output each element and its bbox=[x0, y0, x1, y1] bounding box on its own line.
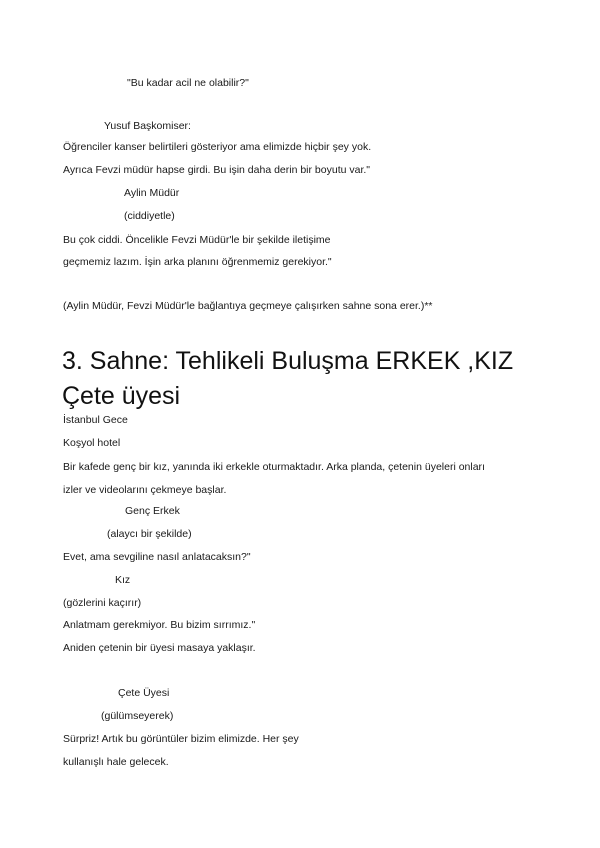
stage-direction: Aniden çetenin bir üyesi masaya yaklaşır. bbox=[63, 642, 256, 654]
dialogue-line: Ayrıca Fevzi müdür hapse girdi. Bu işin daha derin bir boyutu var." bbox=[63, 164, 371, 176]
dialogue-line: Anlatmam gerekmiyor. Bu bizim sırrımız." bbox=[63, 619, 256, 631]
scene-description: Bir kafede genç bir kız, yanında iki erkekle oturmaktadır. Arka planda, çetenin üyeleri onları bbox=[63, 461, 485, 473]
stage-direction: (gözlerini kaçırır) bbox=[63, 597, 142, 609]
stage-direction: (ciddiyetle) bbox=[124, 210, 175, 222]
dialogue-line: kullanışlı hale gelecek. bbox=[63, 756, 169, 768]
stage-direction: (Aylin Müdür, Fevzi Müdür'le bağlantıya geçmeye çalışırken sahne sona erer.)** bbox=[63, 300, 433, 312]
scene-setting: Koşyol hotel bbox=[63, 437, 121, 449]
stage-direction: (alaycı bir şekilde) bbox=[107, 528, 192, 540]
scene-description: izler ve videolarını çekmeye başlar. bbox=[63, 484, 227, 496]
dialogue-line: Sürpriz! Artık bu görüntüler bizim elimizde. Her şey bbox=[63, 733, 299, 745]
character-name: Kız bbox=[115, 574, 131, 586]
character-name: Yusuf Başkomiser: bbox=[104, 120, 191, 132]
character-name: Çete Üyesi bbox=[118, 687, 170, 699]
dialogue-line: Evet, ama sevgiline nasıl anlatacaksın?" bbox=[63, 551, 251, 563]
dialogue-line: Bu çok ciddi. Öncelikle Fevzi Müdür'le bir şekilde iletişime bbox=[63, 234, 331, 246]
dialogue-line: "Bu kadar acil ne olabilir?" bbox=[127, 77, 249, 89]
character-name: Genç Erkek bbox=[125, 505, 180, 517]
scene-setting: İstanbul Gece bbox=[63, 414, 128, 426]
dialogue-line: geçmemiz lazım. İşin arka planını öğrenmemiz gerekiyor." bbox=[63, 256, 332, 268]
character-name: Aylin Müdür bbox=[124, 187, 180, 199]
scene-heading-continued: Çete üyesi bbox=[62, 382, 181, 410]
dialogue-line: Öğrenciler kanser belirtileri gösteriyor ama elimizde hiçbir şey yok. bbox=[63, 141, 372, 153]
scene-heading: 3. Sahne: Tehlikeli Buluşma ERKEK ,KIZ bbox=[62, 347, 514, 375]
stage-direction: (gülümseyerek) bbox=[101, 710, 174, 722]
